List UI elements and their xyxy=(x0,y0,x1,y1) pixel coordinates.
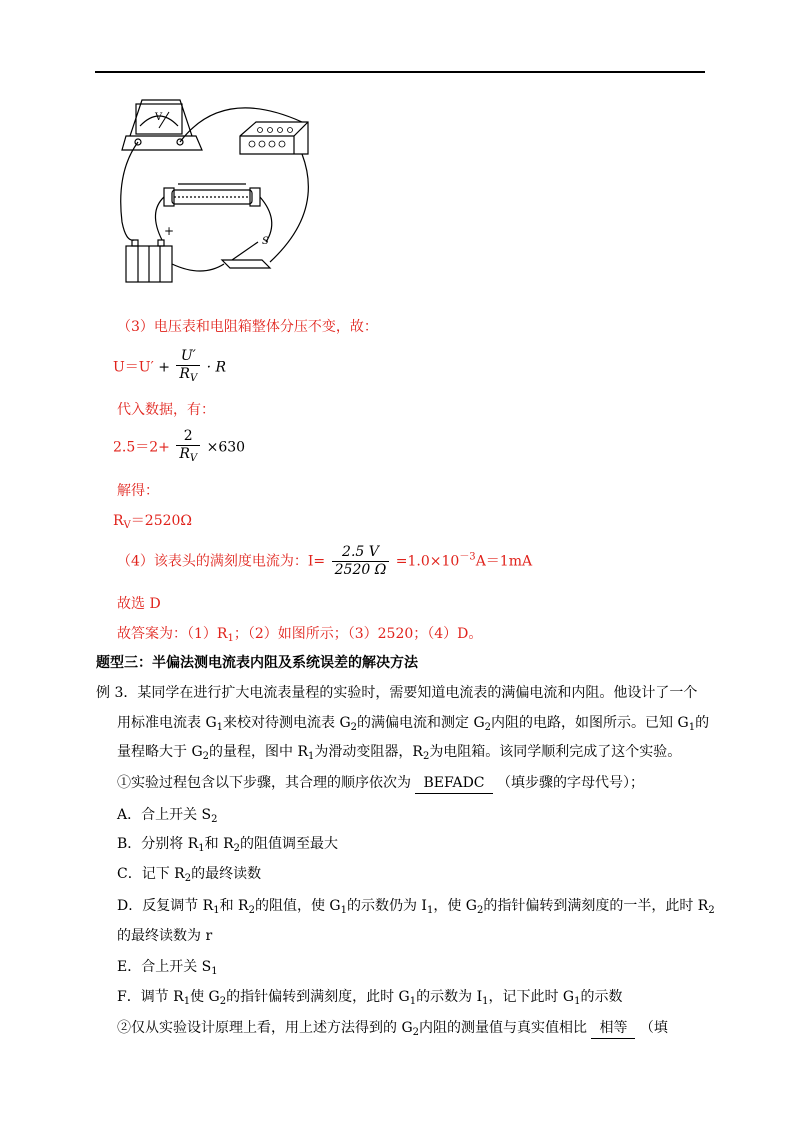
circuit-figure xyxy=(112,92,332,288)
switch xyxy=(222,260,270,268)
switch-label: S xyxy=(262,236,269,247)
step-e: E．合上开关 $S_1$ xyxy=(117,959,218,977)
q2-answer-blank: 相等 xyxy=(591,1018,635,1039)
formula1-den: $R_V$ xyxy=(179,366,198,384)
resistance-box xyxy=(240,122,308,154)
formula1-num: U′ xyxy=(176,348,200,366)
step4-fraction: $\frac{2.5 V}{2520 \Omega}$ xyxy=(332,544,390,579)
step-d-line-2: 的最终读数为 r xyxy=(117,928,213,944)
step-b: B．分别将 $R_1$和 $R_2$的阻值调至最大 xyxy=(117,836,339,854)
header-rule xyxy=(95,71,705,73)
formula1-fraction xyxy=(176,348,200,387)
step-f: F．调节 $R_1$使 $G_2$的指针偏转到满刻度，此时 $G_1$的示数为 $I_1$，记下此时 $G_1$的示数 xyxy=(117,989,623,1007)
formula2-den: $R_V$ xyxy=(179,446,198,464)
formula2-lhs: 2.5＝2+ xyxy=(113,439,170,456)
step-a: A．合上开关 $S_2$ xyxy=(117,807,218,825)
formula2-tail: ×630 xyxy=(206,439,246,456)
formula-2 xyxy=(113,428,245,467)
result-line: $R_V=2520\Omega$ xyxy=(113,513,193,531)
q1-answer-blank: BEFADC xyxy=(415,773,492,794)
step-d-line-1: D．反复调节 $R_1$和 $R_2$的阻值，使 $G_1$的示数仍为 $I_1$，使 $G_2$的指针偏转到满刻度的一半，此时 $R_2$ xyxy=(117,898,715,916)
formula1-tail: · R xyxy=(206,359,227,376)
step-c: C．记下 $R_2$的最终读数 xyxy=(117,866,262,884)
choice-text: 故选 D xyxy=(117,596,161,612)
formula2-fraction xyxy=(176,428,200,467)
solve-text: 解得： xyxy=(117,483,159,499)
question-2: ②仅从实验设计原理上看，用上述方法得到的 $G_2$内阻的测量值与真实值相比 相等 （填 xyxy=(117,1020,668,1038)
example-line-2: 用标准电流表 $G_1$来校对待测电流表 $G_2$的满偏电流和测定 $G_2$内阻的电路，如图所示。已知 $G_1$的 xyxy=(117,715,710,733)
step4-line: （4）该表头的满刻度电流为：I= $\frac{2.5 V}{2520 \Omega}$ $=1.0\times 10^{-3}A=1mA$ xyxy=(117,544,533,578)
example-line-1: 例 3．某同学在进行扩大电流表量程的实验时，需要知道电流表的满偏电流和内阻。他设计了一个 xyxy=(96,685,698,701)
formula-1 xyxy=(113,348,226,387)
substitute-text: 代入数据，有： xyxy=(117,402,215,418)
example-line-3: 量程略大于 $G_2$的量程，图中 $R_1$为滑动变阻器，$R_2$为电阻箱。该同学顺利完成了这个实验。 xyxy=(117,744,682,762)
question-1: ①实验过程包含以下步骤，其合理的顺序依次为 BEFADC （填步骤的字母代号）； xyxy=(117,773,644,794)
plus-sign: + xyxy=(164,224,175,238)
formula2-num: 2 xyxy=(176,428,200,446)
formula1-plus: + xyxy=(158,359,170,376)
answer-line: 故答案为：$(1)R_1$；（2）如图所示；（3）2520；（4）D。 xyxy=(117,626,483,644)
formula1-lhs: U＝U′ xyxy=(113,359,154,376)
section-title: 题型三：半偏法测电流表内阻及系统误差的解决方法 xyxy=(96,655,418,671)
voltmeter-label: V xyxy=(155,112,163,123)
step3-intro: （3）电压表和电阻箱整体分压不变，故： xyxy=(117,319,378,335)
